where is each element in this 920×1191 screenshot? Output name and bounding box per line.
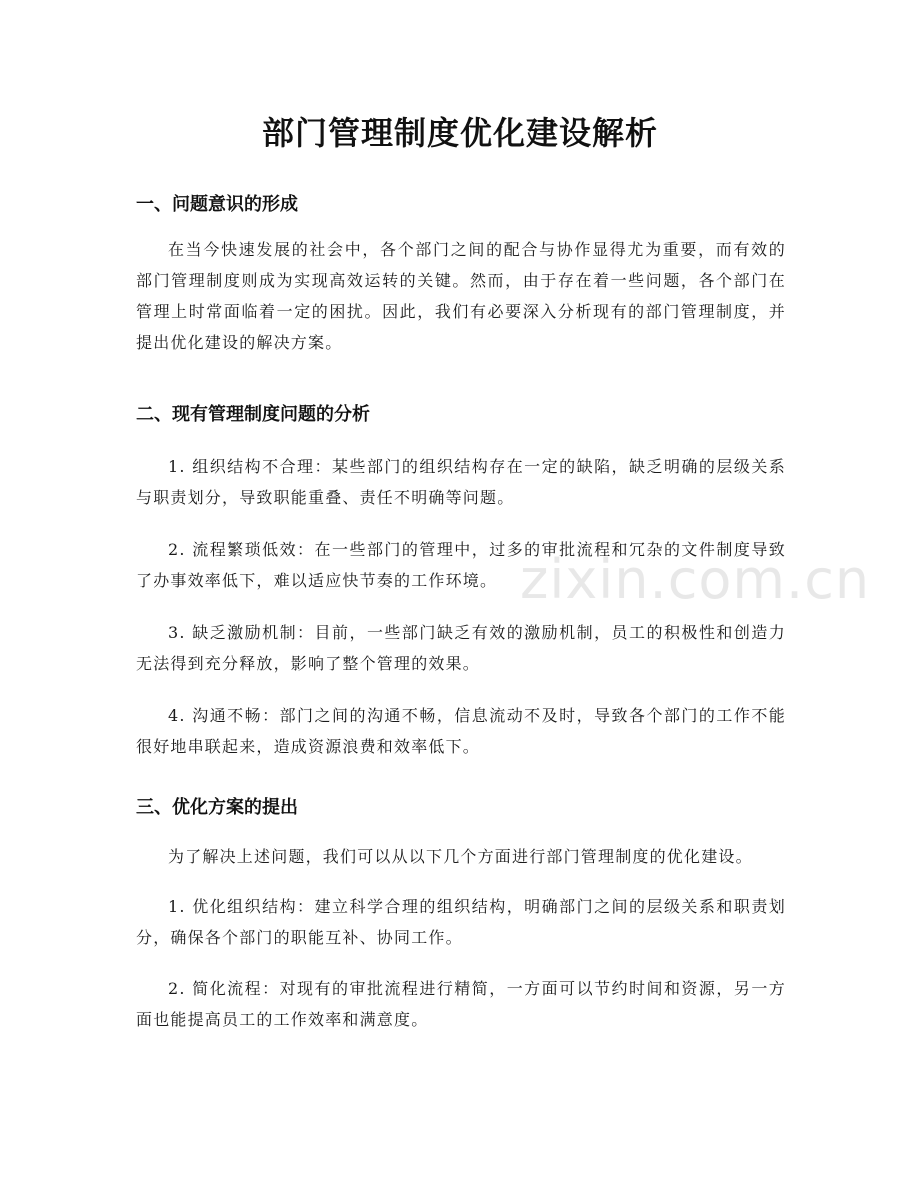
section-heading-1: 一、问题意识的形成 xyxy=(136,194,298,215)
document-title: 部门管理制度优化建设解析 xyxy=(261,114,658,152)
section-2-item-3: 3. 缺乏激励机制：目前，一些部门缺乏有效的激励机制，员工的积极性和创造力无法得到充分释放，影响了整个管理的效果。 xyxy=(136,623,786,673)
section-heading-3: 三、优化方案的提出 xyxy=(136,797,298,818)
section-2-item-1: 1. 组织结构不合理：某些部门的组织结构存在一定的缺陷，缺乏明确的层级关系与职责划分，导致职能重叠、责任不明确等问题。 xyxy=(136,457,786,507)
section-2-item-2: 2. 流程繁琐低效：在一些部门的管理中，过多的审批流程和冗杂的文件制度导致了办事效率低下，难以适应快节奏的工作环境。 xyxy=(136,540,786,590)
section-3-item-2: 2. 简化流程：对现有的审批流程进行精简，一方面可以节约时间和资源，另一方面也能提高员工的工作效率和满意度。 xyxy=(136,979,786,1029)
section-heading-2: 二、现有管理制度问题的分析 xyxy=(136,404,370,425)
section-2-item-4: 4. 沟通不畅：部门之间的沟通不畅，信息流动不及时，导致各个部门的工作不能很好地串联起来，造成资源浪费和效率低下。 xyxy=(136,706,786,756)
section-1-paragraph-1: 在当今快速发展的社会中，各个部门之间的配合与协作显得尤为重要，而有效的部门管理制度则成为实现高效运转的关键。然而，由于存在着一些问题，各个部门在管理上时常面临着一定的困扰。因此，我们有必要深入分析现有的部门管理制度，并提出优化建设的解决方案。 xyxy=(136,240,786,352)
watermark-text: zixin.com.cn xyxy=(520,548,871,611)
section-3-paragraph-1: 为了解决上述问题，我们可以从以下几个方面进行部门管理制度的优化建设。 xyxy=(168,847,753,866)
section-3-item-1: 1. 优化组织结构：建立科学合理的组织结构，明确部门之间的层级关系和职责划分，确保各个部门的职能互补、协同工作。 xyxy=(136,897,786,947)
